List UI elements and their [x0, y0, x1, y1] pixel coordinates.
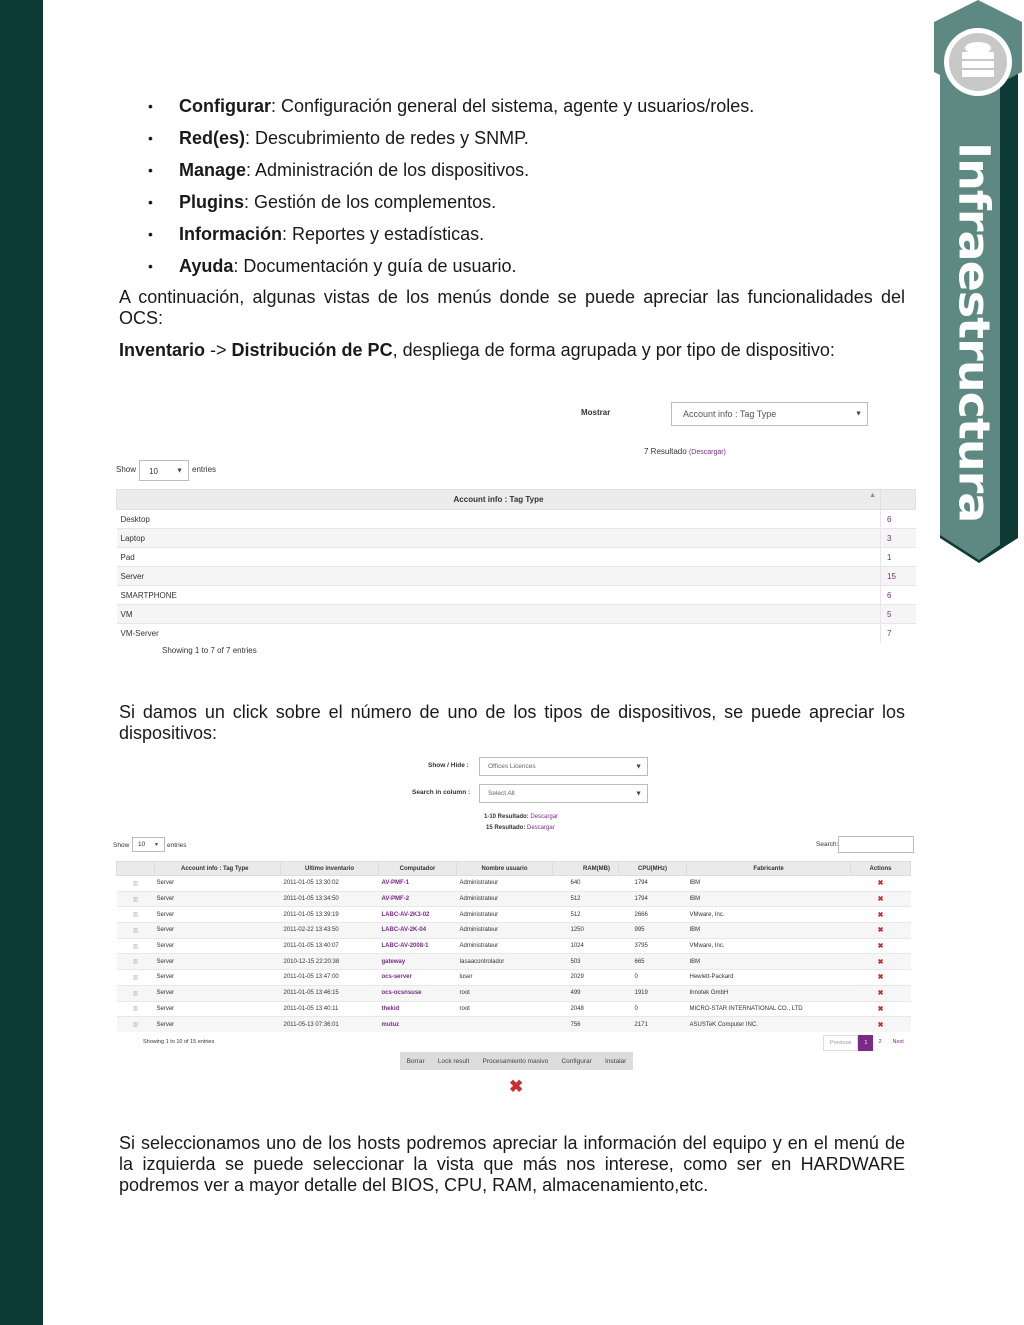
- table-row: [117, 567, 916, 586]
- intro-paragraph: A continuación, algunas vistas de los menús donde se puede apreciar las funcionalidades del OCS:: [119, 287, 905, 328]
- search-label: Search:: [816, 841, 839, 848]
- delete-row-icon[interactable]: ✖: [851, 907, 911, 923]
- computer-link[interactable]: LABC-AV-2K-04: [379, 923, 457, 939]
- bullet-manage: • Manage: Administración de los dispositivos.: [148, 160, 530, 180]
- device-count-link[interactable]: 7: [881, 624, 916, 643]
- ram-cell: 512: [553, 907, 619, 923]
- column-header[interactable]: Computador: [379, 862, 457, 876]
- table-row: [117, 876, 911, 892]
- tag-type-cell: Server: [155, 1017, 281, 1033]
- ram-cell: 640: [553, 876, 619, 892]
- column-header[interactable]: Account info : Tag Type: [155, 862, 281, 876]
- entries-label: entries: [192, 465, 217, 474]
- tag-type-cell: Server: [155, 876, 281, 892]
- distribution-paragraph: Inventario -> Distribución de PC, despliega de forma agrupada y por tipo de dispositivo:: [119, 340, 835, 360]
- sort-arrow-icon: ▲: [869, 492, 876, 499]
- devices-footer: Showing 1 to 10 of 15 entries: [143, 1039, 215, 1045]
- manufacturer-cell: MICRO-STAR INTERNATIONAL CO., LTD: [687, 1001, 851, 1017]
- computer-link[interactable]: gateway: [379, 954, 457, 970]
- download-link[interactable]: (Descargar): [688, 449, 726, 456]
- user-cell: Administrateur: [457, 891, 553, 907]
- entries-select[interactable]: 10 ▼: [132, 837, 165, 852]
- show-hide-label: Show / Hide :: [428, 762, 469, 769]
- download-link[interactable]: Descargar: [530, 814, 559, 820]
- ram-cell: 756: [553, 1017, 619, 1033]
- manufacturer-cell: IBM: [687, 923, 851, 939]
- ram-cell: 2048: [553, 1001, 619, 1017]
- manufacturer-cell: IBM: [687, 876, 851, 892]
- row-checkbox[interactable]: ▥: [117, 891, 155, 907]
- manufacturer-cell: IBM: [687, 891, 851, 907]
- last-inventory-cell: 2011-01-05 13:30:02: [281, 876, 379, 892]
- row-checkbox[interactable]: ▥: [117, 1001, 155, 1017]
- tag-type-name: SMARTPHONE: [117, 586, 881, 605]
- chevron-down-icon: ▼: [176, 467, 183, 474]
- manufacturer-cell: Hewlett-Packard: [687, 970, 851, 986]
- manufacturer-cell: IBM: [687, 954, 851, 970]
- cpu-cell: 0: [619, 1001, 687, 1017]
- delete-row-icon[interactable]: ✖: [851, 985, 911, 1001]
- chevron-down-icon: ▼: [855, 410, 862, 418]
- chevron-down-icon: ▼: [154, 841, 159, 848]
- banner-title: Infraestructura: [949, 142, 999, 523]
- tag-type-name: Desktop: [117, 510, 881, 529]
- table-row: [117, 907, 911, 923]
- cpu-cell: 1794: [619, 891, 687, 907]
- device-count-link[interactable]: 6: [881, 586, 916, 605]
- table-row: [117, 970, 911, 986]
- bullet-ayuda: • Ayuda: Documentación y guía de usuario.: [148, 256, 517, 276]
- device-count-link[interactable]: 3: [881, 529, 916, 548]
- bullet-plugins: • Plugins: Gestión de los complementos.: [148, 192, 497, 212]
- cpu-cell: 3795: [619, 938, 687, 954]
- left-sidebar-strip: [0, 0, 43, 1325]
- tag-type-cell: Server: [155, 970, 281, 986]
- ram-cell: 2029: [553, 970, 619, 986]
- table-row: [117, 985, 911, 1001]
- last-inventory-cell: 2011-01-05 13:34:50: [281, 891, 379, 907]
- cpu-cell: 995: [619, 923, 687, 939]
- tag-type-cell: Server: [155, 938, 281, 954]
- show-hide-select[interactable]: Offices Licences ▼: [479, 757, 648, 776]
- last-inventory-cell: 2011-01-05 13:39:19: [281, 907, 379, 923]
- lock-result-button[interactable]: Lock result: [437, 1057, 470, 1065]
- computer-link[interactable]: AV-PMF-2: [379, 891, 457, 907]
- tag-type-name: Laptop: [117, 529, 881, 548]
- tag-type-table: [116, 489, 916, 643]
- search-column-select[interactable]: Select All ▼: [479, 784, 648, 803]
- user-cell: luser: [457, 970, 553, 986]
- table-row: [117, 954, 911, 970]
- delete-row-icon[interactable]: ✖: [851, 1001, 911, 1017]
- user-cell: Administrateur: [457, 923, 553, 939]
- menu-bullet-list: [148, 94, 908, 286]
- mostrar-label: Mostrar: [581, 408, 611, 417]
- delete-row-icon[interactable]: ✖: [851, 970, 911, 986]
- section-banner: [934, 0, 1024, 570]
- cpu-cell: 2171: [619, 1017, 687, 1033]
- user-cell: Administrateur: [457, 938, 553, 954]
- result-line-2: 15 Resultado: Descargar: [486, 825, 555, 831]
- chevron-down-icon: ▼: [635, 763, 642, 770]
- pager-next[interactable]: Next: [892, 1039, 904, 1045]
- ram-cell: 512: [553, 891, 619, 907]
- table-row: [117, 605, 916, 624]
- distribution-screenshot: [115, 398, 917, 663]
- result-line-1: 1-10 Resultado: Descargar: [484, 814, 559, 820]
- table-row: [117, 510, 916, 529]
- devices-screenshot: [112, 755, 916, 1105]
- row-checkbox[interactable]: ▥: [117, 985, 155, 1001]
- last-inventory-cell: 2011-05-13 07:36:01: [281, 1017, 379, 1033]
- delete-selected-icon[interactable]: ✖: [509, 1077, 524, 1096]
- show-label: Show: [116, 465, 137, 474]
- tag-type-rows: [117, 510, 916, 643]
- column-header[interactable]: Fabricante: [687, 862, 851, 876]
- pager-previous[interactable]: Previous: [823, 1035, 858, 1051]
- manufacturer-cell: Innotek GmbH: [687, 985, 851, 1001]
- computer-link[interactable]: LABC-AV-2008-1: [379, 938, 457, 954]
- configure-button[interactable]: Configurar: [561, 1057, 592, 1065]
- table-row: [117, 548, 916, 567]
- last-inventory-cell: 2011-02-22 13:43:50: [281, 923, 379, 939]
- show-label: Show: [113, 842, 130, 849]
- tag-type-cell: Server: [155, 1001, 281, 1017]
- row-checkbox[interactable]: ▥: [117, 938, 155, 954]
- entries-label: entries: [167, 842, 187, 849]
- cpu-cell: 1919: [619, 985, 687, 1001]
- computer-link[interactable]: mutuz: [379, 1017, 457, 1033]
- bullet-redes: • Red(es): Descubrimiento de redes y SNMP.: [148, 128, 529, 148]
- computer-link[interactable]: thekid: [379, 1001, 457, 1017]
- ram-cell: 1250: [553, 923, 619, 939]
- delete-row-icon[interactable]: ✖: [851, 954, 911, 970]
- install-button[interactable]: Instalar: [605, 1057, 627, 1065]
- delete-row-icon[interactable]: ✖: [851, 923, 911, 939]
- column-header[interactable]: CPU(MHz): [619, 862, 687, 876]
- row-checkbox[interactable]: ▥: [117, 954, 155, 970]
- column-header[interactable]: RAM(MB): [553, 862, 619, 876]
- bullet-configurar: • Configurar: Configuración general del sistema, agente y usuarios/roles.: [148, 96, 755, 116]
- device-count-link[interactable]: 1: [881, 548, 916, 567]
- user-cell: Administrateur: [457, 876, 553, 892]
- bulk-action-bar: [400, 1052, 633, 1070]
- search-column-label: Search in column :: [412, 789, 471, 796]
- delete-row-icon[interactable]: ✖: [851, 891, 911, 907]
- tag-type-name: VM: [117, 605, 881, 624]
- last-inventory-cell: 2011-01-05 13:47:00: [281, 970, 379, 986]
- user-cell: root: [457, 1001, 553, 1017]
- row-checkbox[interactable]: ▥: [117, 1017, 155, 1033]
- device-count-link[interactable]: 5: [881, 605, 916, 624]
- cpu-cell: 1794: [619, 876, 687, 892]
- search-input[interactable]: [838, 836, 914, 853]
- tag-type-cell: Server: [155, 954, 281, 970]
- tag-type-cell: Server: [155, 923, 281, 939]
- delete-row-icon[interactable]: ✖: [851, 1017, 911, 1033]
- manufacturer-cell: VMware, Inc.: [687, 938, 851, 954]
- delete-button[interactable]: Borrar: [406, 1057, 425, 1065]
- hosts-paragraph: Si seleccionamos uno de los hosts podremos apreciar la información del equipo y en el menú de la izquierda se puede seleccionar la vista que más nos interese, como ser en HARDWARE podremos ver a mayor detalle del BIOS, CPU, RAM, almacenamiento,etc.: [119, 1133, 905, 1195]
- table-row: [117, 1017, 911, 1033]
- result-count: 7 Resultado (Descargar): [644, 447, 726, 456]
- user-cell: root: [457, 985, 553, 1001]
- last-inventory-cell: 2011-01-05 13:40:11: [281, 1001, 379, 1017]
- pager-page-2[interactable]: 2: [878, 1039, 882, 1045]
- delete-row-icon[interactable]: ✖: [851, 938, 911, 954]
- devices-table: [116, 861, 911, 1032]
- column-header[interactable]: Nombre usuario: [457, 862, 553, 876]
- tag-type-select[interactable]: Account info : Tag Type ▼: [671, 402, 868, 426]
- download-link[interactable]: Descargar: [527, 825, 555, 831]
- user-cell: [457, 1017, 553, 1033]
- delete-row-icon[interactable]: ✖: [851, 876, 911, 892]
- computer-link[interactable]: LABC-AV-2K3-02: [379, 907, 457, 923]
- chevron-down-icon: ▼: [635, 790, 642, 797]
- column-header-tag-type[interactable]: Account info : Tag Type ▲: [117, 490, 881, 510]
- table-row: [117, 624, 916, 643]
- table-row: [117, 891, 911, 907]
- pager-page-1[interactable]: 1: [858, 1035, 873, 1051]
- table-row: [117, 1001, 911, 1017]
- entries-select[interactable]: 10 ▼: [139, 460, 189, 481]
- ram-cell: 499: [553, 985, 619, 1001]
- row-checkbox[interactable]: ▥: [117, 923, 155, 939]
- devices-header-row: [117, 862, 911, 876]
- device-count-link[interactable]: 6: [881, 510, 916, 529]
- tag-type-name: Server: [117, 567, 881, 586]
- column-header[interactable]: Actions: [851, 862, 911, 876]
- tag-type-name: VM-Server: [117, 624, 881, 643]
- tag-type-cell: Server: [155, 891, 281, 907]
- last-inventory-cell: 2011-01-05 13:40:07: [281, 938, 379, 954]
- table-footer: Showing 1 to 7 of 7 entries: [162, 646, 257, 655]
- tag-type-cell: Server: [155, 985, 281, 1001]
- computer-link[interactable]: ocs-ocsnsuse: [379, 985, 457, 1001]
- table-row: [117, 923, 911, 939]
- last-inventory-cell: 2011-01-05 13:46:15: [281, 985, 379, 1001]
- count-header: [881, 490, 916, 510]
- table-row: [117, 938, 911, 954]
- cpu-cell: 0: [619, 970, 687, 986]
- pagination: [823, 1035, 910, 1051]
- manufacturer-cell: VMware, Inc.: [687, 907, 851, 923]
- table-row: [117, 586, 916, 605]
- mass-processing-button[interactable]: Procesamiento masivo: [482, 1057, 549, 1065]
- row-checkbox[interactable]: ▥: [117, 876, 155, 892]
- cpu-cell: 2666: [619, 907, 687, 923]
- devices-rows: [117, 876, 911, 1033]
- tag-type-cell: Server: [155, 907, 281, 923]
- bullet-informacion: • Información: Reportes y estadísticas.: [148, 224, 485, 244]
- device-count-link[interactable]: 15: [881, 567, 916, 586]
- last-inventory-cell: 2010-12-15 22:20:38: [281, 954, 379, 970]
- checkbox-header: [117, 862, 155, 876]
- manufacturer-cell: ASUSTeK Computer INC.: [687, 1017, 851, 1033]
- column-header[interactable]: Ultimo inventario: [281, 862, 379, 876]
- cpu-cell: 665: [619, 954, 687, 970]
- computer-link[interactable]: AV-PMF-1: [379, 876, 457, 892]
- tag-type-name: Pad: [117, 548, 881, 567]
- ram-cell: 1024: [553, 938, 619, 954]
- computer-link[interactable]: ocs-server: [379, 970, 457, 986]
- table-row: [117, 529, 916, 548]
- ram-cell: 503: [553, 954, 619, 970]
- row-checkbox[interactable]: ▥: [117, 970, 155, 986]
- click-paragraph: Si damos un click sobre el número de uno de los tipos de dispositivos, se puede apreciar los dispositivos:: [119, 702, 905, 743]
- row-checkbox[interactable]: ▥: [117, 907, 155, 923]
- user-cell: Iasaacontrolador: [457, 954, 553, 970]
- user-cell: Administrateur: [457, 907, 553, 923]
